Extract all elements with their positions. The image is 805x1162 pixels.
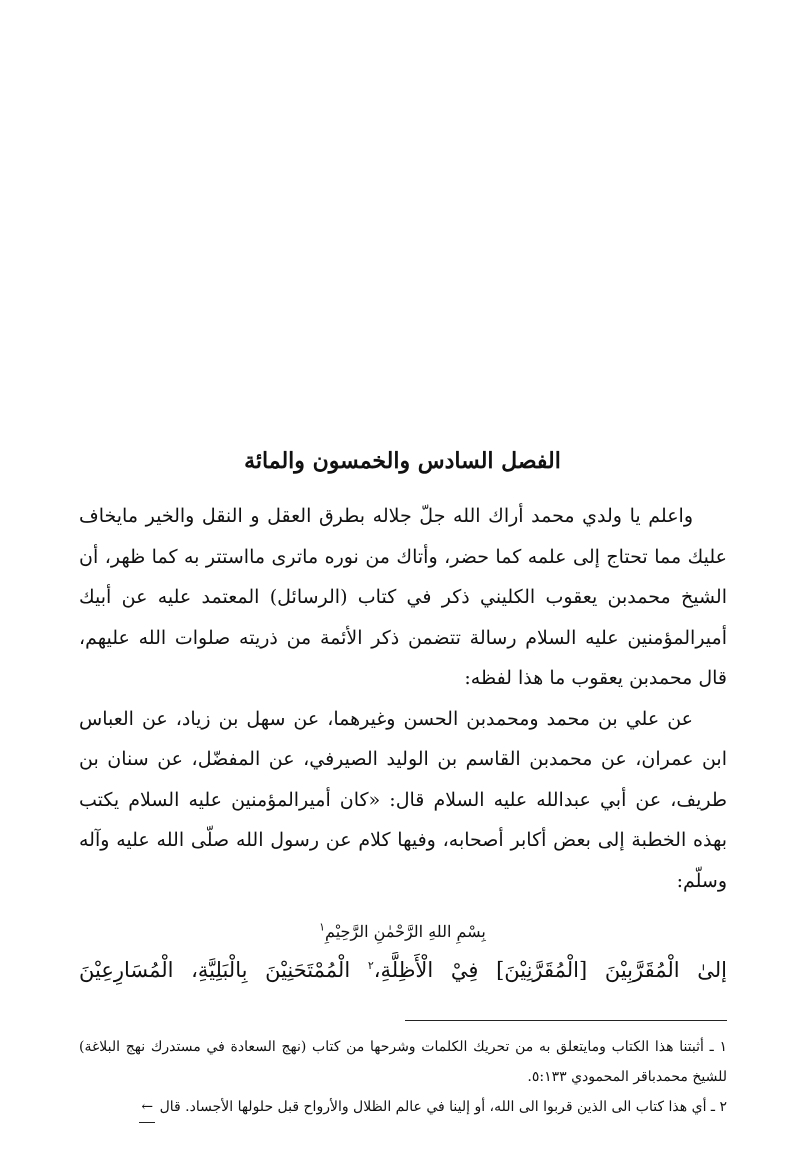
footnotes (79, 1032, 727, 1123)
basmala-text: بِسْمِ اللهِ الرَّحْمٰنِ الرَّحِيْمِ (325, 922, 486, 941)
footnote-divider (405, 1020, 727, 1021)
address-part-2: الْمُمْتَحَنِيْنَ بِالْبَلِيَّةِ، الْمُسَارِعِيْنَ (79, 958, 351, 982)
letter-address-line (79, 952, 727, 988)
footnote-2-text: ٢ ـ أي هذا كتاب الى الذين قربوا الى الله، أو إلينا في عالم الظلال والأرواح قبل حلولها الأجساد. قال (159, 1099, 727, 1115)
main-text (79, 496, 727, 901)
chapter-title: الفصل السادس والخمسون والمائة (244, 448, 561, 474)
footnote-2 (79, 1092, 727, 1123)
footnote-ref-1[interactable]: ١ (319, 920, 326, 934)
footnote-ref-2[interactable]: ٢ (367, 959, 374, 972)
address-part-1: إلىٰ الْمُقَرَّبِيْنَ [الْمُقَرَّنِيْنَ] فِيْ الْأَظِلَّةِ، (373, 958, 727, 982)
paragraph-narration: عن علي بن محمد ومحمدبن الحسن وغيرهما، عن سهل بن زياد، عن العباس ابن عمران، عن محمدبن القاسم بن الوليد الصيرفي، عن المفضّل، عن سنان بن طريف، عن أبي عبدالله عليه السلام قال: «كان أميرالمؤمنين عليه السلام يكتب بهذه الخطبة إلى بعض أكابر أصحابه، وفيها كلام عن رسول الله صلّى الله عليه وآله وسلّم: (79, 707, 727, 892)
paragraph-intro: واعلم يا ولدي محمد أراك الله جلّ جلاله بطرق العقل و النقل والخير مايخاف عليك مما تحتاج إلى علمه كما حضر، وأتاك من نوره ماترى مااستتر به كما ظهر، أن الشيخ محمدبن يعقوب الكليني ذكر في كتاب (الرسائل) المعتمد عليه عن أبيك أميرالمؤمنين عليه السلام رسالة تتضمن ذكر الأئمة من ذريته صلوات الله عليهم، قال محمدبن يعقوب ما هذا لفظه: (79, 505, 727, 689)
footnote-1: ١ ـ أثبتنا هذا الكتاب ومايتعلق به من تحريك الكلمات وشرحها من كتاب (نهج السعادة في مستدرك نهج البلاغة) للشيخ محمدباقر المحمودي ٥:١٣٣. (79, 1039, 727, 1085)
basmala (60, 922, 745, 941)
continuation-arrow-icon: ← (139, 1092, 155, 1123)
